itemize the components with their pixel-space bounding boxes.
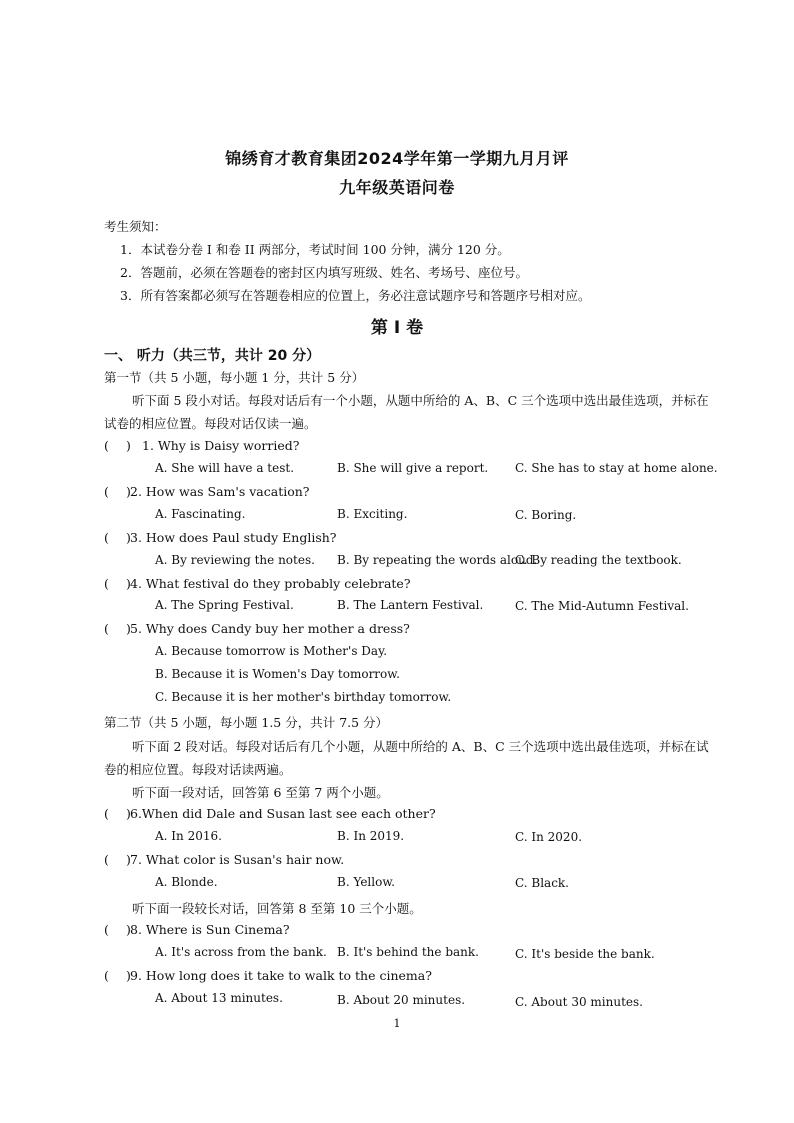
option-4a: A. The Spring Festival. bbox=[155, 598, 294, 612]
answer-blank: ( ) bbox=[104, 922, 131, 937]
option-9b: B. About 20 minutes. bbox=[337, 993, 466, 1007]
option-3c: C. By reading the textbook. bbox=[515, 553, 682, 567]
option-4c: C. The Mid-Autumn Festival. bbox=[515, 599, 689, 613]
option-2a: A. Fascinating. bbox=[155, 507, 246, 521]
option-8c: C. It's beside the bank. bbox=[515, 947, 655, 961]
part1-heading: 一、 听力（共三节，共计 20 分） bbox=[104, 348, 321, 364]
answer-blank: ( ) bbox=[104, 806, 131, 821]
answer-blank: ( ) bbox=[104, 530, 131, 545]
option-5c: C. Because it is her mother's birthday tomorrow. bbox=[155, 690, 452, 704]
option-5b: B. Because it is Women's Day tomorrow. bbox=[155, 667, 400, 681]
exam-subtitle: 九年级英语问卷 bbox=[339, 178, 455, 197]
question-5: 5. Why does Candy buy her mother a dress? bbox=[130, 621, 410, 636]
option-8b: B. It's behind the bank. bbox=[337, 945, 479, 959]
option-1a: A. She will have a test. bbox=[155, 461, 295, 475]
question-3: 3. How does Paul study English? bbox=[130, 530, 337, 545]
option-6a: A. In 2016. bbox=[155, 829, 222, 843]
option-8a: A. It's across from the bank. bbox=[155, 945, 327, 959]
question-7: 7. What color is Susan's hair now. bbox=[130, 852, 345, 867]
option-2b: B. Exciting. bbox=[337, 507, 408, 521]
answer-blank: ( ) bbox=[104, 621, 131, 636]
section1-heading: 第一节（共 5 小题，每小题 1 分，共计 5 分） bbox=[104, 370, 365, 385]
option-2c: C. Boring. bbox=[515, 508, 577, 522]
answer-blank: ( ) bbox=[104, 484, 131, 499]
option-6b: B. In 2019. bbox=[337, 829, 405, 843]
section2-note-2: 听下面一段较长对话，回答第 8 至第 10 三个小题。 bbox=[132, 901, 422, 916]
option-3b: B. By repeating the words aloud. bbox=[337, 553, 538, 567]
question-4: 4. What festival do they probably celebrate? bbox=[130, 576, 411, 591]
notice-item-3: 3．所有答案都必须写在答题卷相应的位置上，务必注意试题序号和答题序号相对应。 bbox=[120, 288, 591, 303]
option-5a: A. Because tomorrow is Mother's Day. bbox=[155, 644, 388, 658]
option-1c: C. She has to stay at home alone. bbox=[515, 461, 718, 475]
exam-title: 锦绣育才教育集团2024学年第一学期九月月评 bbox=[225, 149, 569, 168]
notice-heading: 考生须知： bbox=[104, 219, 167, 234]
question-6: 6.When did Dale and Susan last see each other? bbox=[130, 806, 436, 821]
option-6c: C. In 2020. bbox=[515, 830, 583, 844]
section1-instruction-2: 试卷的相应位置。每段对话仅读一遍。 bbox=[104, 416, 317, 431]
section2-instruction-1: 听下面 2 段对话。每段对话后有几个小题，从题中所给的 A、B、C 三个选项中选出最佳选项，并标在试 bbox=[132, 739, 709, 754]
answer-blank: ( ) bbox=[104, 576, 131, 591]
answer-blank: ( ) bbox=[104, 438, 131, 453]
section2-note-1: 听下面一段对话，回答第 6 至第 7 两个小题。 bbox=[132, 785, 389, 800]
notice-item-1: 1．本试卷分卷 I 和卷 II 两部分，考试时间 100 分钟，满分 120 分。 bbox=[120, 242, 510, 257]
section1-instruction-1: 听下面 5 段小对话。每段对话后有一个小题，从题中所给的 A、B、C 三个选项中选出最佳选项，并标在 bbox=[132, 393, 709, 408]
question-8: 8. Where is Sun Cinema? bbox=[130, 922, 290, 937]
section2-instruction-2: 卷的相应位置。每段对话读两遍。 bbox=[104, 762, 292, 777]
option-1b: B. She will give a report. bbox=[337, 461, 489, 475]
option-7a: A. Blonde. bbox=[155, 875, 218, 889]
page-number: 1 bbox=[393, 1017, 401, 1030]
option-9a: A. About 13 minutes. bbox=[155, 991, 283, 1005]
option-7b: B. Yellow. bbox=[337, 875, 395, 889]
question-2: 2. How was Sam's vacation? bbox=[130, 484, 310, 499]
option-9c: C. About 30 minutes. bbox=[515, 995, 643, 1009]
question-9: 9. How long does it take to walk to the cinema? bbox=[130, 968, 432, 983]
option-7c: C. Black. bbox=[515, 876, 569, 890]
notice-item-2: 2．答题前，必须在答题卷的密封区内填写班级、姓名、考场号、座位号。 bbox=[120, 265, 528, 280]
option-4b: B. The Lantern Festival. bbox=[337, 598, 484, 612]
section2-heading: 第二节（共 5 小题，每小题 1.5 分，共计 7.5 分） bbox=[104, 715, 389, 730]
answer-blank: ( ) bbox=[104, 852, 131, 867]
answer-blank: ( ) bbox=[104, 968, 131, 983]
question-1: 1. Why is Daisy worried? bbox=[142, 438, 300, 453]
volume-title: 第 I 卷 bbox=[370, 318, 424, 338]
option-3a: A. By reviewing the notes. bbox=[155, 553, 315, 567]
